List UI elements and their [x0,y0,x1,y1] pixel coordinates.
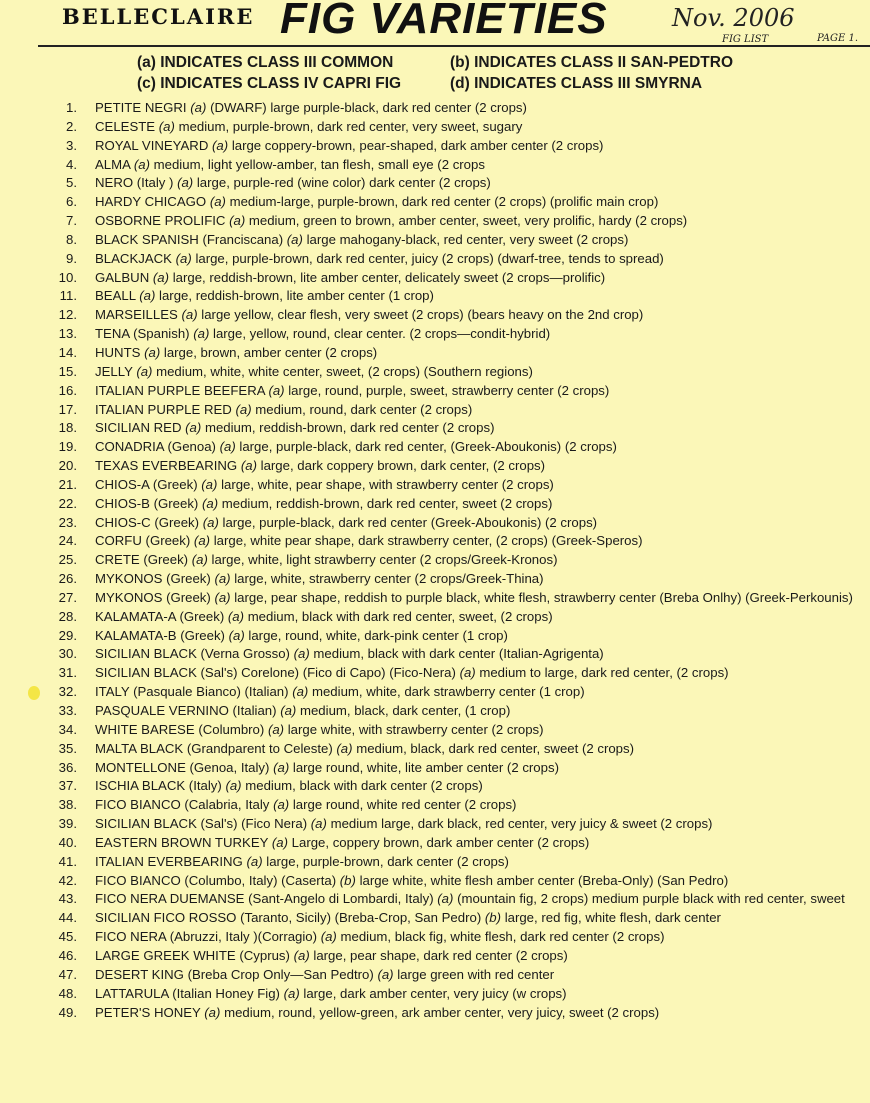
item-number: 40. [58,834,77,850]
variety-description: medium, round, dark center (2 crops) [255,401,473,417]
list-item [40,853,870,872]
item-number: 13. [58,326,77,342]
class-code: (a) [201,495,219,511]
class-code: (a) [286,231,303,247]
list-item [40,740,870,759]
item-number: 21. [58,476,77,492]
item-number: 23. [58,514,77,530]
class-code: (a) [204,1004,221,1020]
class-code: (a) [267,721,285,737]
variety-description: large, pear shape, dark red center (2 crops) [313,947,568,963]
list-item [40,476,870,495]
list-item [40,118,870,137]
variety-name: SICILIAN RED [95,420,182,436]
list-item [40,608,870,627]
item-number: 36. [58,759,77,775]
list-item [40,495,870,514]
variety-name: CONADRIA (Genoa) [95,439,216,455]
class-code: (a) [280,703,297,718]
list-item [40,777,870,796]
variety-name: SICILIAN BLACK (Sal's) Corelone) (Fico di Capo) (Fico-Nera) [95,665,456,681]
list-item [40,193,870,212]
list-item [40,231,870,250]
variety-name: PASQUALE VERNINO (Italian) [95,703,277,718]
variety-name: HUNTS [95,344,141,360]
variety-description: medium, black with dark center (2 crops) [245,778,483,794]
page-header [0,0,870,48]
item-number: 5. [66,175,77,191]
item-number: 47. [58,966,77,982]
variety-description: (mountain fig, 2 crops) medium purple black with red center, sweet [457,891,845,907]
legend-entry: (c) INDICATES CLASS IV CAPRI FIG [137,75,402,92]
list-item [40,419,870,438]
variety-description: medium to large, dark red center, (2 crops) [479,665,729,681]
variety-name: MYKONOS (Greek) [95,589,211,605]
class-code: (a) [152,269,170,285]
list-item [40,212,870,231]
item-number: 43. [58,891,77,907]
class-code: (a) [225,778,242,794]
variety-description: large, purple-brown, dark red center, juicy (2 crops) (dwarf-tree, tends to spread) [195,250,664,266]
legend-row [137,73,733,94]
variety-name: OSBORNE PROLIFIC [95,213,226,229]
list-item [40,382,870,401]
class-code: (a) [185,420,202,436]
variety-name: ITALIAN EVERBEARING [95,853,243,869]
variety-name: MYKONOS (Greek) [95,571,211,587]
variety-description: Large, coppery brown, dark amber center (2 crops) [291,834,590,850]
item-number: 2. [66,118,77,134]
list-item [40,306,870,325]
variety-name: PETER'S HONEY [95,1004,201,1020]
variety-name: CRETE (Greek) [95,552,189,568]
variety-description: large round, white, lite amber center (2 crops) [292,759,559,775]
item-number: 4. [66,156,77,172]
item-number: 44. [58,910,77,926]
handwritten-date: Nov. 2006 [672,4,795,32]
class-code: (a) [246,853,263,869]
list-item [40,344,870,363]
item-number: 49. [58,1004,77,1020]
class-code: (a) [293,646,310,662]
class-code: (a) [283,985,300,1001]
class-code: (a) [193,533,211,549]
class-code: (a) [175,250,192,266]
variety-name: BEALL [95,288,136,304]
list-item [40,457,870,476]
list-item [40,174,870,193]
variety-description: large, yellow, round, clear center. (2 crops—condit-hybrid) [213,326,551,342]
legend-entry: (b) INDICATES CLASS II SAN-PEDTRO [450,54,734,71]
class-code: (a) [377,966,394,982]
legend-entry: (d) INDICATES CLASS III SMYRNA [450,75,703,92]
item-number: 19. [58,439,77,455]
variety-name: CELESTE [95,118,156,134]
list-item [40,250,870,269]
item-number: 24. [58,533,77,549]
variety-name: CHIOS-B (Greek) [95,495,199,511]
item-number: 6. [66,194,77,210]
item-number: 37. [58,778,77,794]
item-number: 14. [58,344,77,360]
list-item [40,1004,870,1023]
variety-name: SICILIAN BLACK (Verna Grosso) [95,646,290,662]
list-item [40,325,870,344]
variety-name: MALTA BLACK (Grandparent to Celeste) [95,740,333,756]
item-number: 34. [58,721,77,737]
variety-description: large, purple-red (wine color) dark center (2 crops) [196,175,491,191]
class-legend [137,52,733,94]
list-item [40,815,870,834]
item-number: 16. [58,382,77,398]
class-code: (a) [190,100,207,115]
class-code: (a) [437,891,454,907]
variety-name: GALBUN [95,269,150,285]
item-number: 32. [58,684,77,700]
class-code: (a) [227,608,245,624]
class-code: (a) [268,382,285,398]
variety-description: large, red fig, white flesh, dark center [504,910,721,926]
variety-name: FICO NERA DUEMANSE (Sant-Angelo di Lombardi, Italy) [95,891,434,907]
variety-name: DESERT KING (Breba Crop Only—San Pedtro) [95,966,374,982]
variety-description: large, purple-black, dark red center (Greek-Aboukonis) (2 crops) [222,514,598,530]
list-item [40,627,870,646]
list-item [40,287,870,306]
list-item [40,156,870,175]
variety-description: large yellow, clear flesh, very sweet (2 crops) (bears heavy on the 2nd crop) [201,307,644,323]
list-item [40,645,870,664]
list-item [40,589,870,608]
variety-name: CHIOS-C (Greek) [95,514,200,530]
variety-name: EASTERN BROWN TURKEY [95,834,269,850]
item-number: 7. [66,213,77,229]
class-code: (a) [144,344,161,360]
variety-description: large white, with strawberry center (2 crops) [287,721,544,737]
list-item [40,514,870,533]
class-code: (a) [158,118,175,134]
item-number: 11. [59,288,77,304]
list-item [40,947,870,966]
item-number: 45. [58,929,77,945]
list-item [40,890,870,909]
item-number: 30. [58,646,77,662]
item-number: 41. [58,853,77,869]
list-item [40,872,870,891]
item-number: 27. [58,589,77,605]
legend-entry: (a) INDICATES CLASS III COMMON [137,54,394,71]
variety-description: medium, black fig, white flesh, dark red center (2 crops) [340,929,665,945]
item-number: 1. [66,100,77,115]
item-number: 35. [58,740,77,756]
class-code: (a) [320,929,337,945]
class-code: (a) [240,458,257,474]
list-item [40,664,870,683]
variety-description: medium, light yellow-amber, tan flesh, small eye (2 crops [153,156,485,172]
variety-name: TENA (Spanish) [95,326,190,342]
item-number: 25. [58,552,77,568]
variety-name: JELLY [95,363,133,379]
variety-description: large, round, white, dark-pink center (1 crop) [248,627,508,643]
class-code: (a) [193,326,210,342]
variety-name: ITALIAN PURPLE RED [95,401,232,417]
variety-name: KALAMATA-A (Greek) [95,608,225,624]
header-rule [38,45,870,47]
item-number: 31. [58,665,77,681]
class-code: (a) [235,401,252,417]
list-item [40,137,870,156]
item-number: 20. [58,458,77,474]
item-number: 38. [58,797,77,813]
class-code: (a) [310,816,327,832]
variety-name: TEXAS EVERBEARING [95,458,238,474]
class-code: (a) [139,288,156,304]
variety-name: FICO NERA (Abruzzi, Italy )(Corragio) [95,929,318,945]
variety-name: CHIOS-A (Greek) [95,476,198,492]
variety-description: medium, black, dark red center, sweet (2 crops) [356,740,634,756]
class-code: (b) [339,872,356,888]
variety-name: ITALY (Pasquale Bianco) (Italian) [95,684,289,700]
item-number: 28. [58,608,77,624]
variety-name: NERO (Italy ) [95,175,174,191]
class-code: (a) [273,759,290,775]
list-item [40,269,870,288]
legend-row [137,52,733,73]
variety-description: medium, white, dark strawberry center (1 crop) [311,684,585,700]
item-number: 33. [58,703,77,718]
class-code: (a) [459,665,476,681]
class-code: (a) [292,684,309,700]
variety-description: medium, purple-brown, dark red center, very sweet, sugary [178,118,523,134]
class-code: (a) [181,307,198,323]
variety-name: LARGE GREEK WHITE (Cyprus) [95,947,290,963]
item-number: 17. [58,401,77,417]
brand-name: BELLECLAIRE [62,4,255,29]
list-item [40,570,870,589]
list-item [40,909,870,928]
list-item [40,721,870,740]
list-item [40,683,870,702]
list-item [40,532,870,551]
variety-description: medium, reddish-brown, dark red center, sweet (2 crops) [221,495,553,511]
item-number: 10. [58,269,77,285]
highlighter-mark [28,686,40,700]
variety-description: large white, white flesh amber center (Breba-Only) (San Pedro) [359,872,729,888]
variety-name: ITALIAN PURPLE BEEFERA [95,382,265,398]
list-item [40,702,870,721]
list-item [40,796,870,815]
item-number: 46. [58,947,77,963]
variety-description: medium, black with dark center (Italian-Agrigenta) [313,646,604,662]
class-code: (a) [201,476,218,492]
class-code: (a) [177,175,194,191]
item-number: 26. [58,571,77,587]
variety-name: ROYAL VINEYARD [95,137,209,153]
item-number: 8. [66,231,77,247]
variety-name: MONTELLONE (Genoa, Italy) [95,759,270,775]
handwritten-note-list: FIG LIST [722,34,769,45]
variety-description: medium, black with dark red center, sweet, (2 crops) [247,608,553,624]
variety-description: large, dark amber center, very juicy (w crops) [303,985,567,1001]
variety-description: large round, white red center (2 crops) [292,797,517,813]
class-code: (a) [214,571,231,587]
variety-description: large mahogany-black, red center, very sweet (2 crops) [306,231,629,247]
class-code: (a) [228,627,245,643]
class-code: (a) [271,834,288,850]
class-code: (a) [136,363,153,379]
variety-description: medium large, dark black, red center, very juicy & sweet (2 crops) [330,816,713,832]
list-item [40,834,870,853]
list-item [40,759,870,778]
variety-name: PETITE NEGRI [95,100,187,115]
variety-name: HARDY CHICAGO [95,194,207,210]
variety-name: WHITE BARESE (Columbro) [95,721,265,737]
page-title: FIG VARIETIES [280,0,608,43]
class-code: (a) [219,439,236,455]
list-item [40,99,870,118]
variety-description: large, reddish-brown, lite amber center, delicately sweet (2 crops—prolific) [172,269,606,285]
variety-description: medium-large, purple-brown, dark red center (2 crops) (prolific main crop) [229,194,659,210]
variety-name: FICO BIANCO (Columbo, Italy) (Caserta) [95,872,337,888]
item-number: 12. [58,307,77,323]
variety-name: ALMA [95,156,131,172]
class-code: (a) [336,740,353,756]
variety-description: medium, reddish-brown, dark red center (2 crops) [204,420,495,436]
variety-description: large coppery-brown, pear-shaped, dark amber center (2 crops) [231,137,604,153]
item-number: 48. [58,985,77,1001]
item-number: 42. [58,872,77,888]
class-code: (a) [214,589,231,605]
variety-description: medium, round, yellow-green, ark amber center, very juicy, sweet (2 crops) [224,1004,660,1020]
variety-name: BLACKJACK [95,250,172,266]
variety-description: large, purple-brown, dark center (2 crops) [266,853,509,869]
variety-description: large, brown, amber center (2 crops) [163,344,378,360]
variety-name: ISCHIA BLACK (Italy) [95,778,222,794]
list-item [40,438,870,457]
class-code: (a) [133,156,150,172]
class-code: (a) [202,514,219,530]
variety-name: KALAMATA-B (Greek) [95,627,225,643]
class-code: (a) [273,797,290,813]
variety-description: large, white, strawberry center (2 crops/Greek-Thina) [234,571,544,587]
variety-name: LATTARULA (Italian Honey Fig) [95,985,280,1001]
variety-name: SICILIAN FICO ROSSO (Taranto, Sicily) (Breba-Crop, San Pedro) [95,910,482,926]
list-item [40,401,870,420]
variety-description: large, pear shape, reddish to purple black, white flesh, strawberry center (Breba Onlhy) (Greek-Perkounis) [234,589,853,605]
variety-description: large, round, purple, sweet, strawberry center (2 crops) [288,382,610,398]
variety-description: (DWARF) large purple-black, dark red center (2 crops) [210,100,527,115]
list-item [40,551,870,570]
variety-name: BLACK SPANISH (Franciscana) [95,231,284,247]
class-code: (a) [212,137,229,153]
list-item [40,363,870,382]
list-item [40,928,870,947]
variety-description: large, reddish-brown, lite amber center (1 crop) [159,288,434,304]
variety-name: SICILIAN BLACK (Sal's) (Fico Nera) [95,816,308,832]
item-number: 15. [58,363,77,379]
item-number: 29. [58,627,77,643]
class-code: (a) [229,213,246,229]
list-item [40,985,870,1004]
variety-description: large, white, light strawberry center (2 crops/Greek-Kronos) [211,552,558,568]
variety-description: medium, black, dark center, (1 crop) [299,703,511,718]
class-code: (b) [484,910,502,926]
variety-name: CORFU (Greek) [95,533,191,549]
item-number: 18. [58,420,77,436]
class-code: (a) [209,194,226,210]
item-number: 3. [66,137,77,153]
fig-variety-list [40,99,870,1022]
variety-description: large, white, pear shape, with strawberry center (2 crops) [221,476,554,492]
variety-description: large, dark coppery brown, dark center, (2 crops) [260,458,546,474]
variety-description: medium, white, white center, sweet, (2 crops) (Southern regions) [156,363,533,379]
variety-name: FICO BIANCO (Calabria, Italy [95,797,270,813]
class-code: (a) [293,947,310,963]
list-item [40,966,870,985]
item-number: 22. [58,495,77,511]
class-code: (a) [191,552,208,568]
variety-description: medium, green to brown, amber center, sweet, very prolific, hardy (2 crops) [248,213,688,229]
item-number: 39. [58,816,77,832]
handwritten-note-page: PAGE 1. [817,33,859,44]
variety-name: MARSEILLES [95,307,178,323]
variety-description: large, white pear shape, dark strawberry center, (2 crops) (Greek-Speros) [213,533,643,549]
variety-description: large green with red center [397,966,555,982]
variety-description: large, purple-black, dark red center, (Greek-Aboukonis) (2 crops) [239,439,617,455]
item-number: 9. [66,250,77,266]
